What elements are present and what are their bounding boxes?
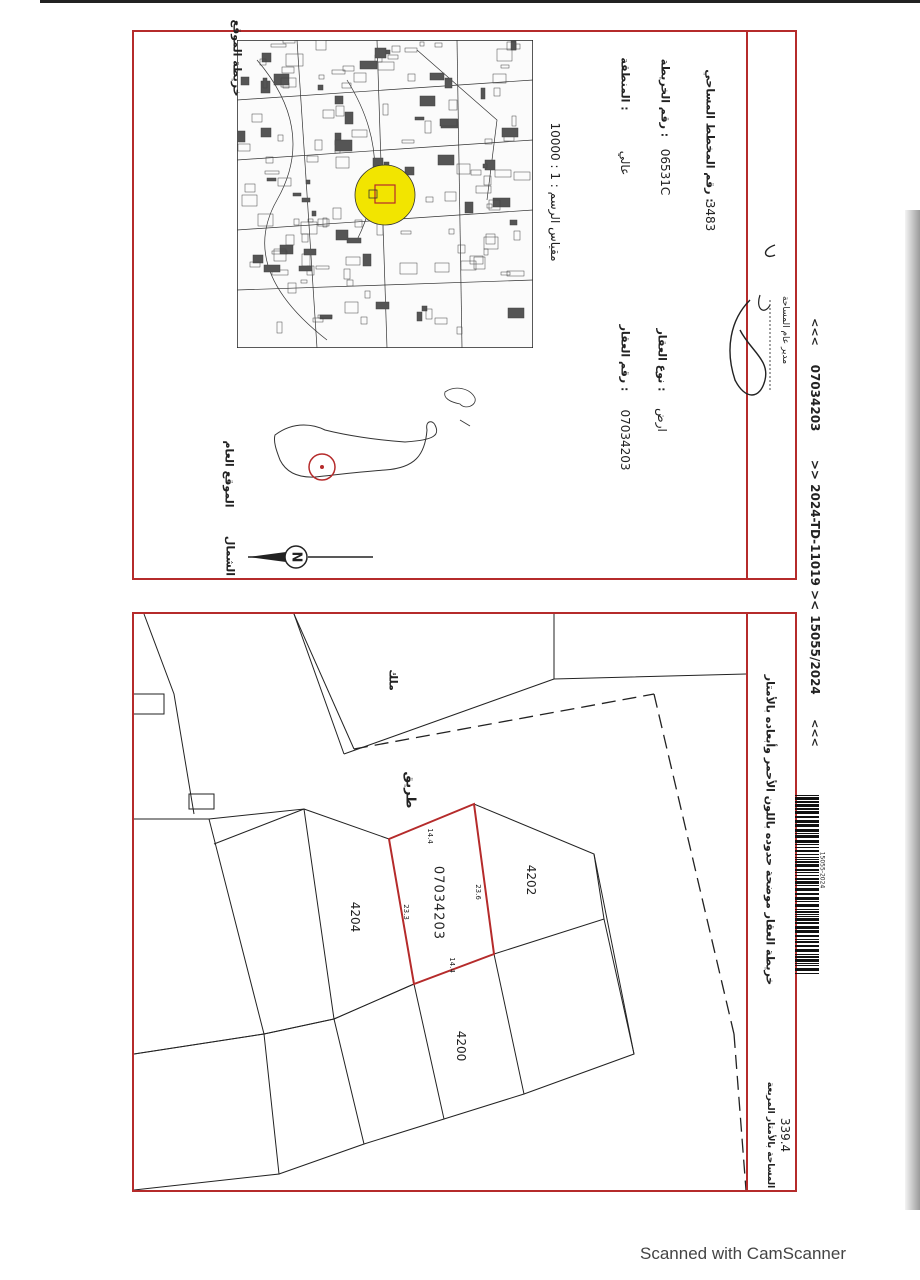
general-location-map — [265, 380, 505, 520]
map-block — [335, 140, 352, 151]
map-block — [440, 119, 457, 126]
ref-line-property: 07034203 — [808, 364, 822, 432]
barcode-bar — [795, 916, 819, 917]
map-block — [493, 198, 510, 207]
property-type-label: نوع العقار : — [655, 328, 669, 392]
ref-line-end: <<< — [808, 318, 822, 346]
barcode-bar — [795, 833, 819, 834]
barcode-bar — [795, 816, 819, 818]
map-block — [508, 308, 524, 318]
barcode-bar — [795, 949, 819, 952]
owned-label: ملك — [386, 669, 400, 691]
region-value: عالي — [618, 150, 632, 176]
map-block — [415, 117, 424, 120]
dimension-label: 23.3 — [402, 904, 410, 920]
parcel-sheet-divider — [746, 612, 748, 1192]
map-block — [438, 155, 454, 165]
survey-plan-value: 3483 — [703, 200, 717, 232]
map-block — [347, 238, 361, 243]
highlight-circle — [355, 165, 415, 225]
barcode-bar — [795, 861, 819, 863]
scanner-watermark: Scanned with CamScanner — [640, 1244, 847, 1263]
page-top-edge — [40, 0, 920, 3]
barcode-bar — [795, 918, 819, 921]
barcode-bar — [795, 804, 819, 807]
map-block — [376, 302, 389, 309]
barcode-bar — [795, 945, 819, 947]
map-block — [363, 254, 371, 266]
north-letter: N — [288, 551, 304, 563]
barcode-bar — [795, 801, 819, 803]
barcode-bar — [795, 909, 819, 910]
map-block — [320, 315, 332, 319]
barcode-bar — [795, 872, 819, 873]
barcode-bar — [795, 939, 819, 940]
barcode-bar — [795, 904, 819, 907]
barcode-bar — [795, 808, 819, 810]
barcode-bar — [795, 914, 819, 915]
barcode-bar — [795, 959, 819, 962]
barcode-bar — [795, 869, 819, 871]
neighbor-parcel: 4200 — [454, 1030, 468, 1062]
north-arrow — [248, 540, 378, 574]
barcode-bar — [795, 901, 819, 902]
barcode — [795, 795, 831, 975]
barcode-bar — [795, 811, 819, 814]
parcel-number: 07034203 — [430, 865, 446, 941]
barcode-bar — [795, 930, 819, 933]
barcode-text: 15055-2024 — [818, 851, 826, 889]
road-label: طريق — [402, 771, 418, 809]
barcode-bar — [795, 847, 819, 848]
barcode-bar — [795, 878, 819, 880]
property-number-label: رقم العقار : — [618, 324, 632, 392]
dimension-label: 23.6 — [474, 884, 482, 900]
barcode-bar — [795, 829, 819, 832]
map-block — [261, 128, 271, 137]
map-block — [336, 230, 348, 240]
map-block — [502, 128, 518, 137]
barcode-bar — [795, 963, 819, 964]
barcode-bar — [795, 795, 819, 796]
barcode-bar — [795, 965, 819, 966]
map-block — [293, 193, 301, 196]
region-label: المنطقة : — [618, 57, 632, 111]
area-value: 339.4 — [778, 1117, 792, 1153]
map-block — [481, 88, 485, 99]
barcode-bar — [795, 941, 819, 943]
property-type-value: ارض — [655, 408, 669, 432]
map-block — [483, 164, 487, 168]
survey-plan-label: رقم المخطط المساحي : — [703, 69, 717, 203]
barcode-bar — [795, 859, 819, 860]
barcode-bar — [795, 968, 819, 971]
barcode-bar — [795, 824, 819, 827]
map-block — [420, 96, 435, 106]
map-block — [417, 312, 422, 321]
map-block — [280, 245, 293, 254]
map-block — [335, 96, 343, 104]
property-number-value: 07034203 — [618, 409, 632, 471]
barcode-bar — [795, 857, 819, 858]
parcel-sheet-title: خريطة العقار موضحة حدوده باللون الأحمر وأبعاده بالأمتار — [763, 674, 777, 986]
map-block — [237, 131, 245, 142]
map-block — [375, 48, 386, 58]
map-block — [304, 249, 316, 255]
barcode-bar — [795, 844, 819, 845]
barcode-bar — [795, 973, 819, 974]
barcode-bar — [795, 922, 819, 924]
barcode-bar — [795, 893, 819, 895]
doc-marker: <<< — [808, 719, 822, 747]
map-number-label: رقم الخريطة : — [658, 58, 672, 138]
area-label: المساحة بالأمتار المربعة — [765, 1081, 775, 1189]
ref-line-start: >> 2024-TD-11019 >< — [808, 459, 822, 611]
barcode-bar — [795, 840, 819, 843]
north-label: الشمال — [223, 535, 237, 577]
map-block — [318, 85, 323, 90]
dimension-label: 14.4 — [426, 828, 434, 844]
map-block — [445, 78, 452, 88]
barcode-bar — [795, 835, 819, 838]
barcode-bar — [795, 820, 819, 823]
barcode-bar — [795, 897, 819, 900]
map-block — [510, 220, 517, 225]
site-map — [237, 40, 533, 348]
map-block — [263, 78, 267, 88]
barcode-bar — [795, 797, 819, 800]
barcode-bar — [795, 885, 819, 886]
barcode-bar — [795, 956, 819, 958]
barcode-bar — [795, 935, 819, 937]
barcode-bar — [795, 850, 819, 852]
barcode-bar — [795, 875, 819, 876]
map-block — [274, 74, 289, 85]
barcode-bar — [795, 911, 819, 913]
map-block — [299, 266, 312, 271]
neighbor-parcel: 4202 — [524, 864, 538, 896]
map-block — [262, 53, 271, 62]
map-block — [511, 41, 516, 50]
neighbor-parcel: 4204 — [348, 901, 362, 933]
map-block — [312, 211, 316, 216]
dimension-label: 14.4 — [448, 957, 456, 973]
scale-label: مقياس الرسم : 1 : 10000 — [548, 122, 562, 262]
barcode-bar — [795, 926, 819, 929]
barcode-bar — [795, 854, 819, 855]
map-block — [430, 73, 444, 80]
map-block — [465, 202, 473, 213]
barcode-bar — [795, 954, 819, 955]
general-location-title: الموقع العام — [222, 440, 236, 508]
barcode-bar — [795, 864, 819, 867]
site-map-title: خريطة الموقع — [230, 19, 244, 97]
map-number-value: 06531C — [658, 148, 672, 196]
map-block — [302, 198, 310, 202]
doc-number: 15055/2024 — [808, 615, 822, 695]
barcode-bar — [795, 881, 819, 884]
map-block — [306, 180, 310, 184]
barcode-bar — [795, 888, 819, 891]
map-block — [267, 178, 276, 181]
map-block — [345, 112, 353, 124]
signature-caption: مدير عام المساحة — [780, 295, 790, 365]
map-block — [360, 61, 377, 69]
page-edge-shadow — [905, 210, 920, 1210]
map-block — [264, 265, 280, 272]
